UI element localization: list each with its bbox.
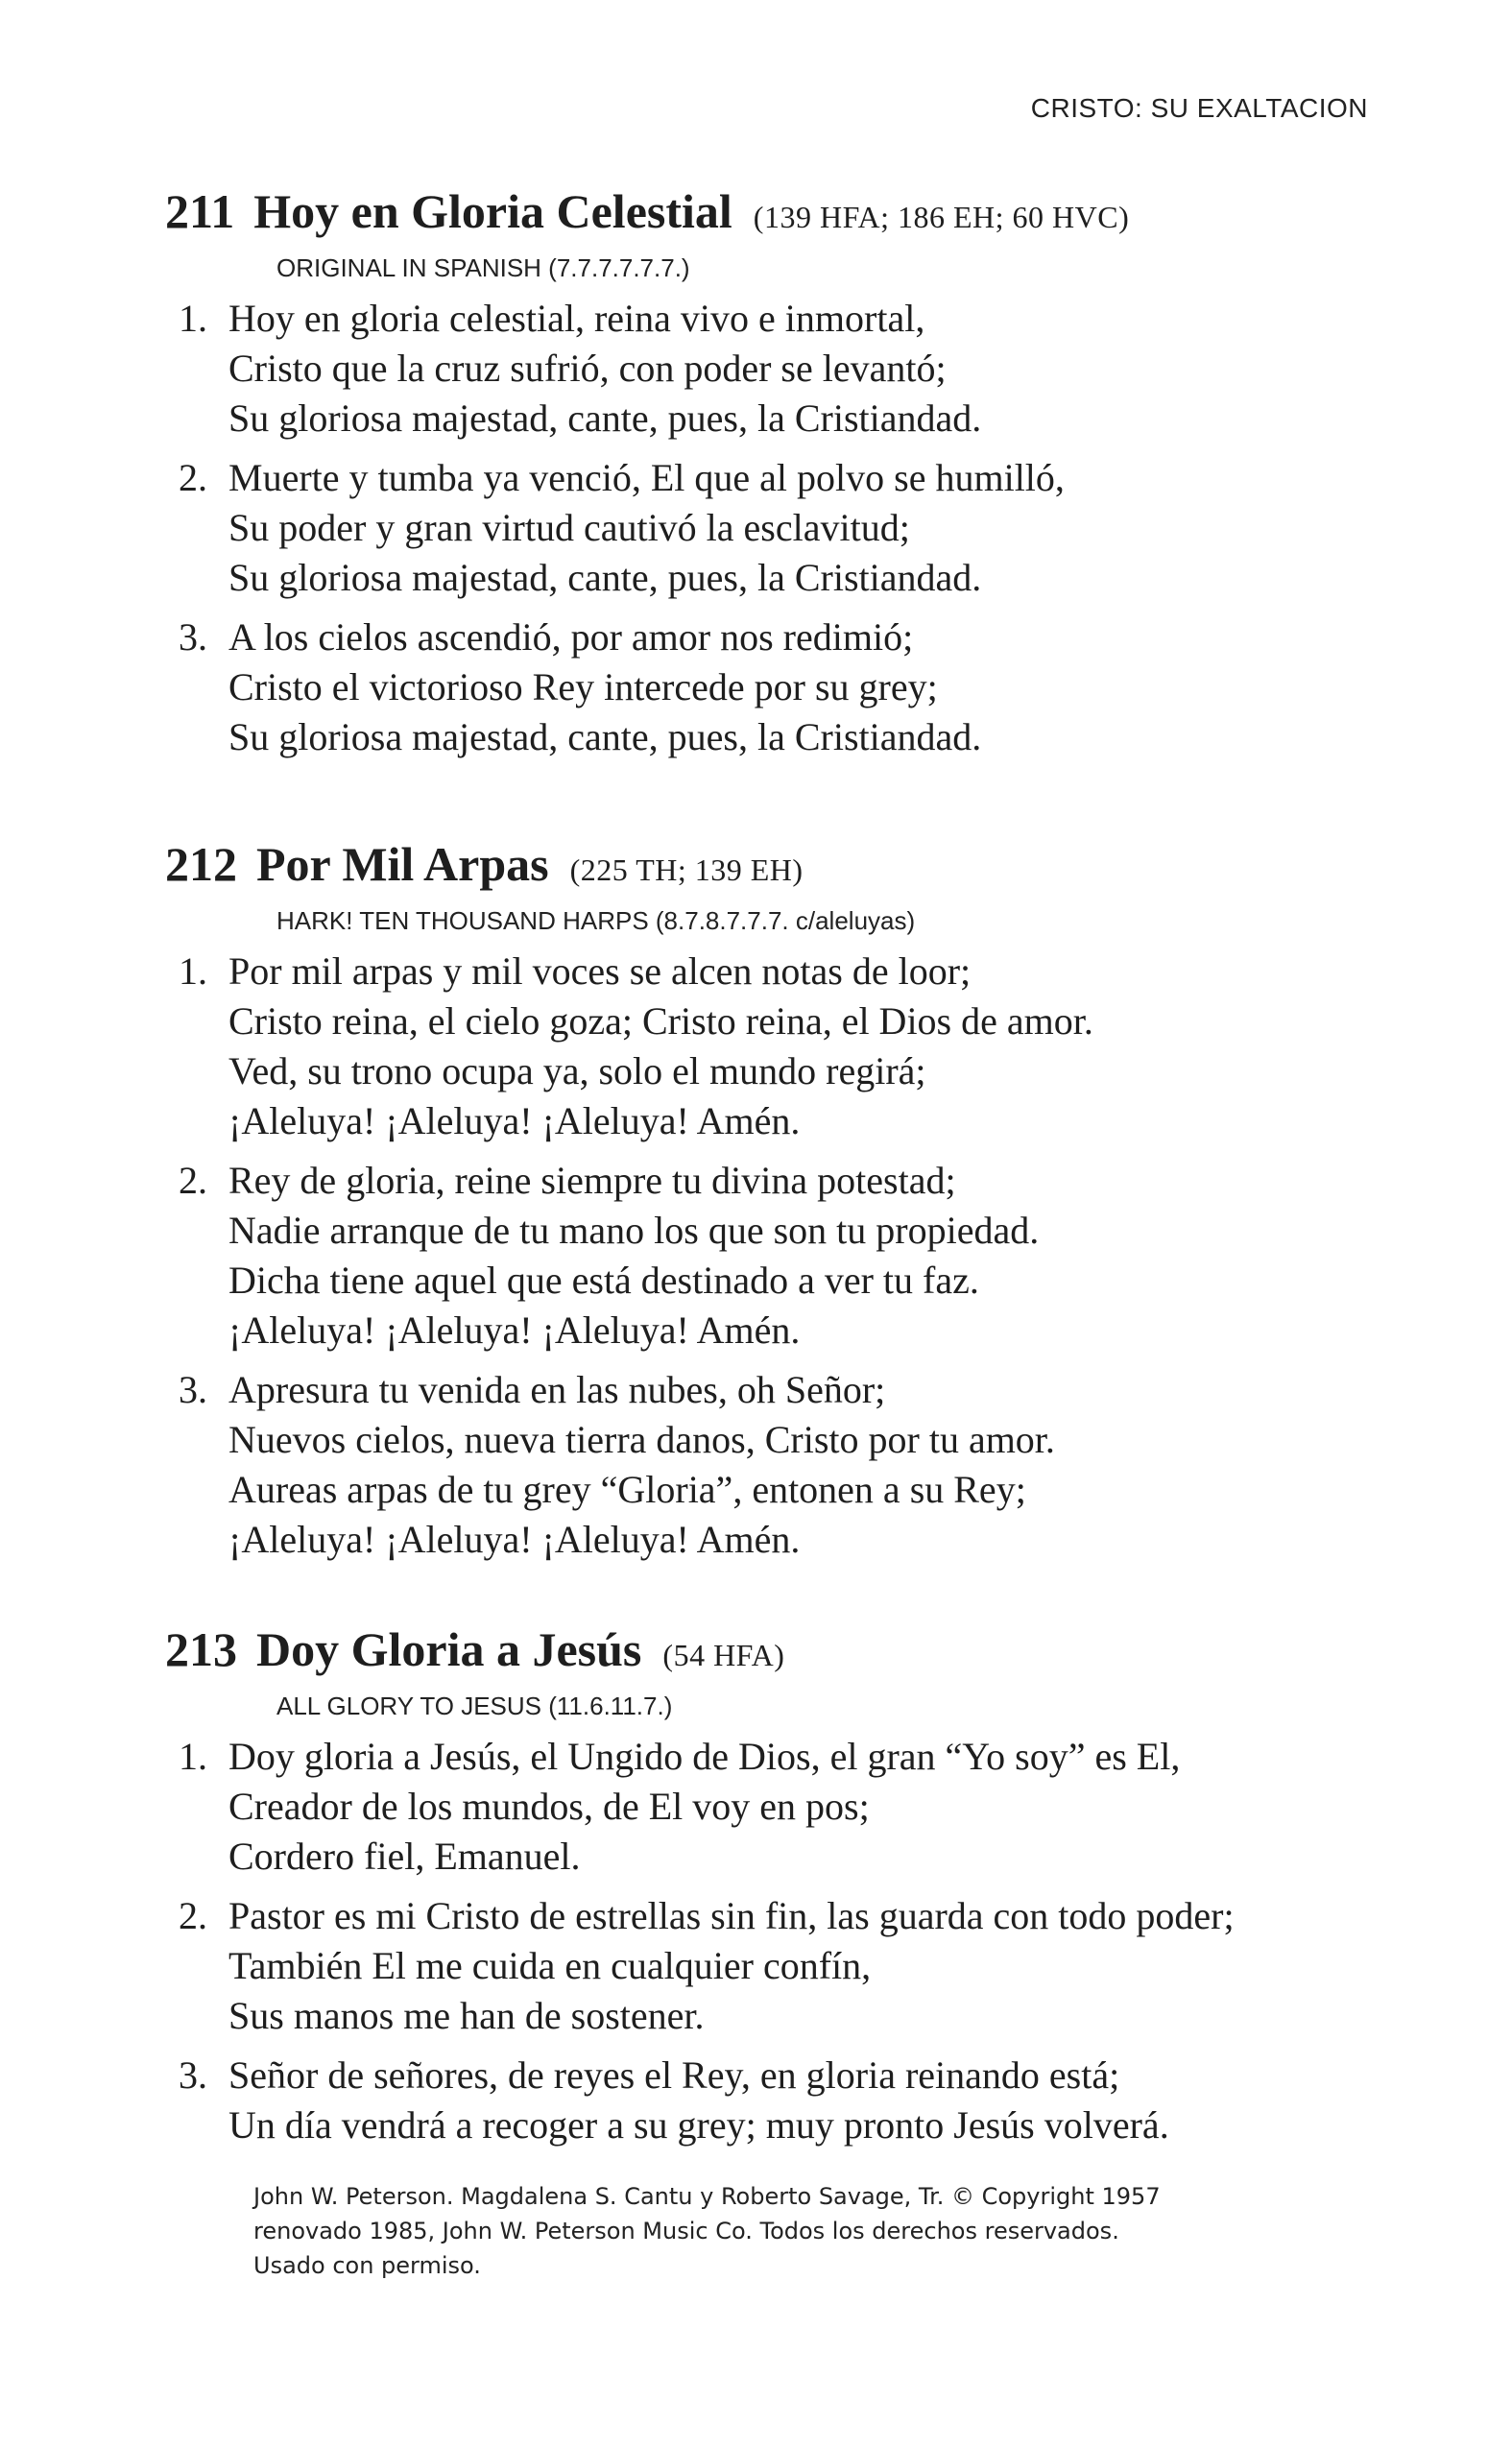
verse-line: Su gloriosa majestad, cante, pues, la Cristiandad. (228, 715, 982, 758)
verse-line: Nadie arranque de tu mano los que son tu propiedad. (228, 1209, 1040, 1252)
verse-line: ¡Aleluya! ¡Aleluya! ¡Aleluya! Amén. (228, 1518, 801, 1561)
verse-line: Hoy en gloria celestial, reina vivo e inmortal, (228, 297, 925, 340)
verse-number: 2. (179, 1894, 207, 1937)
verse-line: Cristo reina, el cielo goza; Cristo reina, el Dios de amor. (228, 999, 1093, 1043)
verse-line: Creador de los mundos, de El voy en pos; (228, 1785, 870, 1828)
verse-line: Rey de gloria, reine siempre tu divina potestad; (228, 1159, 956, 1202)
credits-line: Usado con permiso. (253, 2252, 481, 2279)
hymn-number: 211 (165, 184, 235, 238)
hymn-212 (165, 835, 1413, 1565)
verse (165, 294, 1413, 444)
hymn-211 (165, 182, 1413, 762)
credits-line: renovado 1985, John W. Peterson Music Co. Todos los derechos reservados. (253, 2218, 1119, 2244)
verse-line: Cordero fiel, Emanuel. (228, 1835, 581, 1878)
hymn-original-tune: ORIGINAL IN SPANISH (7.7.7.7.7.7.) (276, 253, 690, 282)
verse-number: 2. (179, 456, 207, 499)
hymn-title-line (165, 1620, 1413, 1684)
hymn-number: 212 (165, 837, 237, 891)
verse-line: También El me cuida en cualquier confín, (228, 1944, 872, 1987)
verse-line: Por mil arpas y mil voces se alcen notas de loor; (228, 949, 972, 993)
credits-line: John W. Peterson. Magdalena S. Cantu y Roberto Savage, Tr. © Copyright 1957 (253, 2183, 1161, 2210)
verse-number: 1. (179, 949, 207, 993)
verse-line: Sus manos me han de sostener. (228, 1994, 705, 2037)
hymn-title: Hoy en Gloria Celestial (253, 184, 732, 238)
verse-number: 3. (179, 2053, 207, 2097)
hymn-213 (165, 1620, 1413, 2150)
verse-line: Doy gloria a Jesús, el Ungido de Dios, el gran “Yo soy” es El, (228, 1735, 1181, 1778)
verse-number: 1. (179, 1735, 207, 1778)
hymn-references: (139 HFA; 186 EH; 60 HVC) (753, 200, 1130, 234)
verse-line: Nuevos cielos, nueva tierra danos, Cristo por tu amor. (228, 1418, 1055, 1461)
verse-number: 3. (179, 615, 207, 659)
verse-line: Dicha tiene aquel que está destinado a ver tu faz. (228, 1259, 979, 1302)
verse-line: Un día vendrá a recoger a su grey; muy pronto Jesús volverá. (228, 2103, 1169, 2147)
verse (165, 947, 1413, 1146)
verse-line: Muerte y tumba ya venció, El que al polvo se humilló, (228, 456, 1065, 499)
verse-number: 3. (179, 1368, 207, 1411)
hymn-references: (225 TH; 139 EH) (569, 852, 804, 887)
verse-line: Señor de señores, de reyes el Rey, en gloria reinando está; (228, 2053, 1120, 2097)
verse-line: Pastor es mi Cristo de estrellas sin fin, las guarda con todo poder; (228, 1894, 1235, 1937)
verse (165, 1891, 1413, 2041)
verse (165, 2051, 1413, 2150)
verse (165, 453, 1413, 603)
verse-line: A los cielos ascendió, por amor nos redimió; (228, 615, 914, 659)
verse (165, 1365, 1413, 1565)
verse (165, 1732, 1413, 1882)
verse-line: Aureas arpas de tu grey “Gloria”, entonen a su Rey; (228, 1468, 1026, 1511)
verse (165, 612, 1413, 762)
verse-number: 1. (179, 297, 207, 340)
verse-number: 2. (179, 1159, 207, 1202)
verse-line: Cristo que la cruz sufrió, con poder se levantó; (228, 347, 947, 390)
verse-line: Apresura tu venida en las nubes, oh Señor; (228, 1368, 886, 1411)
verse-line: ¡Aleluya! ¡Aleluya! ¡Aleluya! Amén. (228, 1308, 801, 1352)
verse-line: Cristo el victorioso Rey intercede por su grey; (228, 665, 938, 708)
hymn-references: (54 HFA) (662, 1638, 785, 1672)
verse-line: Su gloriosa majestad, cante, pues, la Cristiandad. (228, 556, 982, 599)
hymn-title-line (165, 835, 1413, 899)
verse (165, 1156, 1413, 1356)
hymn-number: 213 (165, 1622, 237, 1676)
verse-line: Ved, su trono ocupa ya, solo el mundo regirá; (228, 1049, 926, 1092)
copyright-credits (253, 2179, 1161, 2283)
verse-line: ¡Aleluya! ¡Aleluya! ¡Aleluya! Amén. (228, 1099, 801, 1142)
hymn-original-tune: HARK! TEN THOUSAND HARPS (8.7.8.7.7.7. c/aleluyas) (276, 906, 916, 935)
hymn-title: Doy Gloria a Jesús (256, 1622, 642, 1676)
verse-line: Su gloriosa majestad, cante, pues, la Cristiandad. (228, 396, 982, 440)
running-head: CRISTO: SU EXALTACION (1030, 93, 1368, 123)
verse-line: Su poder y gran virtud cautivó la esclavitud; (228, 506, 910, 549)
hymn-title: Por Mil Arpas (256, 837, 549, 891)
hymn-original-tune: ALL GLORY TO JESUS (11.6.11.7.) (276, 1692, 673, 1720)
hymn-title-line (165, 182, 1413, 246)
